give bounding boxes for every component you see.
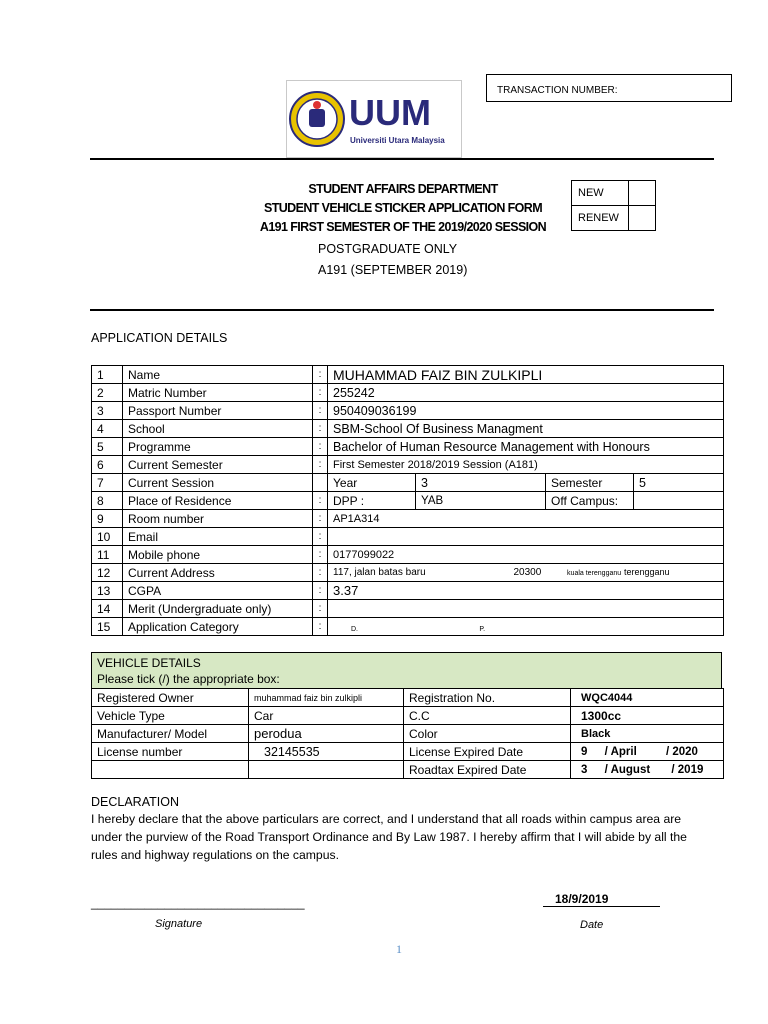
declaration-line: rules and highway regulations on the campus. [91, 848, 339, 862]
date-value[interactable]: 18/9/2019 [543, 892, 660, 907]
roadtax-expiry-month: / August [604, 763, 651, 776]
field-label [92, 761, 249, 779]
renew-checkbox[interactable] [629, 206, 656, 231]
room-number-value[interactable]: AP1A314 [328, 510, 724, 528]
row-number: 14 [92, 600, 123, 618]
field-label: Merit (Undergraduate only) [123, 600, 313, 618]
colon [313, 474, 328, 492]
colon: : [313, 366, 328, 384]
empty-value [249, 761, 404, 779]
row-number: 4 [92, 420, 123, 438]
field-label: Email [123, 528, 313, 546]
field-label: CGPA [123, 582, 313, 600]
department-title: STUDENT AFFAIRS DEPARTMENT [308, 182, 498, 196]
uum-crest-icon [287, 81, 461, 157]
uum-logo [286, 80, 462, 158]
field-label: C.C [404, 707, 571, 725]
roadtax-expiry-year: / 2019 [671, 763, 704, 776]
table-row [92, 438, 724, 456]
colon: : [313, 510, 328, 528]
vehicle-details-header [91, 652, 722, 688]
table-row [92, 582, 724, 600]
table-row [92, 528, 724, 546]
row-number: 7 [92, 474, 123, 492]
transaction-number-box [486, 74, 732, 102]
colon: : [313, 618, 328, 636]
roadtax-expired-date-value[interactable] [571, 761, 724, 779]
application-category-value[interactable] [328, 618, 724, 636]
field-label: Manufacturer/ Model [92, 725, 249, 743]
application-details-title: APPLICATION DETAILS [91, 331, 228, 345]
table-row [92, 474, 724, 492]
dpp-label: DPP : [328, 492, 416, 510]
field-label: License number [92, 743, 249, 761]
renew-label: RENEW [572, 206, 629, 231]
form-title: STUDENT VEHICLE STICKER APPLICATION FORM [263, 201, 543, 215]
programme-value[interactable]: Bachelor of Human Resource Management with Honours [328, 438, 724, 456]
colon: : [313, 564, 328, 582]
row-number: 6 [92, 456, 123, 474]
table-row [92, 600, 724, 618]
date-label: Date [580, 919, 604, 931]
transaction-number-label: TRANSACTION NUMBER: [497, 85, 618, 96]
svg-text:UUM: UUM [349, 92, 431, 133]
off-campus-value[interactable] [634, 492, 724, 510]
year-label: Year [328, 474, 416, 492]
vehicle-details-title: VEHICLE DETAILS [97, 656, 201, 670]
row-number: 8 [92, 492, 123, 510]
field-label: Current Session [123, 474, 313, 492]
cc-value[interactable]: 1300cc [571, 707, 724, 725]
row-number: 9 [92, 510, 123, 528]
colon: : [313, 456, 328, 474]
signature-line[interactable]: ________________________________ [91, 896, 305, 910]
new-label: NEW [572, 181, 629, 206]
field-label: Programme [123, 438, 313, 456]
field-label: Vehicle Type [92, 707, 249, 725]
current-semester-value[interactable]: First Semester 2018/2019 Session (A181) [328, 456, 724, 474]
off-campus-label: Off Campus: [546, 492, 634, 510]
table-row [92, 707, 724, 725]
header-top-rule [90, 158, 714, 160]
field-label: Name [123, 366, 313, 384]
declaration-title: DECLARATION [91, 795, 179, 809]
semester-value[interactable]: 5 [634, 474, 724, 492]
row-number: 13 [92, 582, 123, 600]
registration-no-value[interactable]: WQC4044 [571, 689, 724, 707]
table-row [92, 564, 724, 582]
address-city: kuala terengganu [567, 570, 622, 577]
name-value[interactable]: MUHAMMAD FAIZ BIN ZULKIPLI [328, 366, 724, 384]
declaration-text [91, 810, 721, 864]
license-expiry-year: / 2020 [665, 745, 698, 758]
table-row [92, 510, 724, 528]
table-row [92, 492, 724, 510]
application-details-table [91, 365, 724, 636]
table-row [92, 420, 724, 438]
license-expiry-day: 9 [581, 745, 588, 758]
passport-number-value[interactable]: 950409036199 [328, 402, 724, 420]
email-value[interactable] [328, 528, 724, 546]
header-bottom-rule [90, 309, 714, 311]
colon: : [313, 438, 328, 456]
table-row [92, 546, 724, 564]
table-row [92, 689, 724, 707]
cgpa-value[interactable]: 3.37 [328, 582, 724, 600]
row-number: 10 [92, 528, 123, 546]
field-label: Current Address [123, 564, 313, 582]
field-label: Roadtax Expired Date [404, 761, 571, 779]
merit-value[interactable] [328, 600, 724, 618]
address-state: terengganu [623, 567, 670, 577]
license-expired-date-value[interactable] [571, 743, 724, 761]
colon: : [313, 528, 328, 546]
row-number: 12 [92, 564, 123, 582]
registered-owner-value[interactable]: muhammad faiz bin zulkipli [249, 689, 404, 707]
field-label: Room number [123, 510, 313, 528]
field-label: Application Category [123, 618, 313, 636]
semester-note: A191 (SEPTEMBER 2019) [318, 263, 468, 277]
dpp-value[interactable]: YAB [416, 492, 546, 510]
declaration-line: under the purview of the Road Transport Ordinance and By Law 1987. I hereby affirm that I will abide by all the [91, 830, 687, 844]
table-row [92, 618, 724, 636]
colon: : [313, 384, 328, 402]
field-label: Registered Owner [92, 689, 249, 707]
license-expiry-month: / April [604, 745, 637, 758]
field-label: School [123, 420, 313, 438]
matric-number-value[interactable]: 255242 [328, 384, 724, 402]
row-number: 2 [92, 384, 123, 402]
field-label: Passport Number [123, 402, 313, 420]
row-number: 3 [92, 402, 123, 420]
address-street: 117, jalan batas baru [333, 567, 426, 578]
colon: : [313, 420, 328, 438]
colon: : [313, 492, 328, 510]
field-label: Registration No. [404, 689, 571, 707]
new-renew-options [571, 180, 656, 231]
new-checkbox[interactable] [629, 181, 656, 206]
page-number: 1 [396, 942, 402, 956]
license-number-value[interactable]: 32145535 [249, 743, 404, 761]
colon: : [313, 546, 328, 564]
row-number: 11 [92, 546, 123, 564]
current-address-value[interactable] [328, 564, 724, 582]
table-row [92, 725, 724, 743]
category-option-d[interactable]: D. [351, 625, 358, 633]
year-value[interactable]: 3 [416, 474, 546, 492]
table-row [92, 366, 724, 384]
field-label: Current Semester [123, 456, 313, 474]
row-number: 1 [92, 366, 123, 384]
school-value[interactable]: SBM-School Of Business Managment [328, 420, 724, 438]
svg-text:Universiti Utara Malaysia: Universiti Utara Malaysia [350, 136, 445, 145]
colon: : [313, 600, 328, 618]
field-label: Place of Residence [123, 492, 313, 510]
row-number: 5 [92, 438, 123, 456]
row-number: 15 [92, 618, 123, 636]
session-title: A191 FIRST SEMESTER OF THE 2019/2020 SESSION [259, 220, 547, 234]
category-option-p[interactable]: P. [479, 625, 486, 633]
address-postcode: 20300 [513, 567, 542, 578]
table-row [92, 456, 724, 474]
declaration-line: I hereby declare that the above particulars are correct, and I understand that all roads within campus area are [91, 812, 682, 826]
field-label: Color [404, 725, 571, 743]
semester-label: Semester [546, 474, 634, 492]
color-value[interactable]: Black [571, 725, 724, 743]
field-label: Mobile phone [123, 546, 313, 564]
vehicle-details-table [91, 688, 724, 779]
table-row [92, 402, 724, 420]
field-label: License Expired Date [404, 743, 571, 761]
colon: : [313, 402, 328, 420]
mobile-phone-value[interactable]: 0177099022 [328, 546, 724, 564]
vehicle-type-value[interactable]: Car [249, 707, 404, 725]
vehicle-details-instruction: Please tick (/) the appropriate box: [97, 672, 280, 686]
postgraduate-note: POSTGRADUATE ONLY [318, 242, 458, 256]
roadtax-expiry-day: 3 [581, 763, 588, 776]
signature-label: Signature [155, 918, 203, 930]
table-row [92, 743, 724, 761]
field-label: Matric Number [123, 384, 313, 402]
table-row [92, 761, 724, 779]
manufacturer-value[interactable]: perodua [249, 725, 404, 743]
colon: : [313, 582, 328, 600]
table-row [92, 384, 724, 402]
